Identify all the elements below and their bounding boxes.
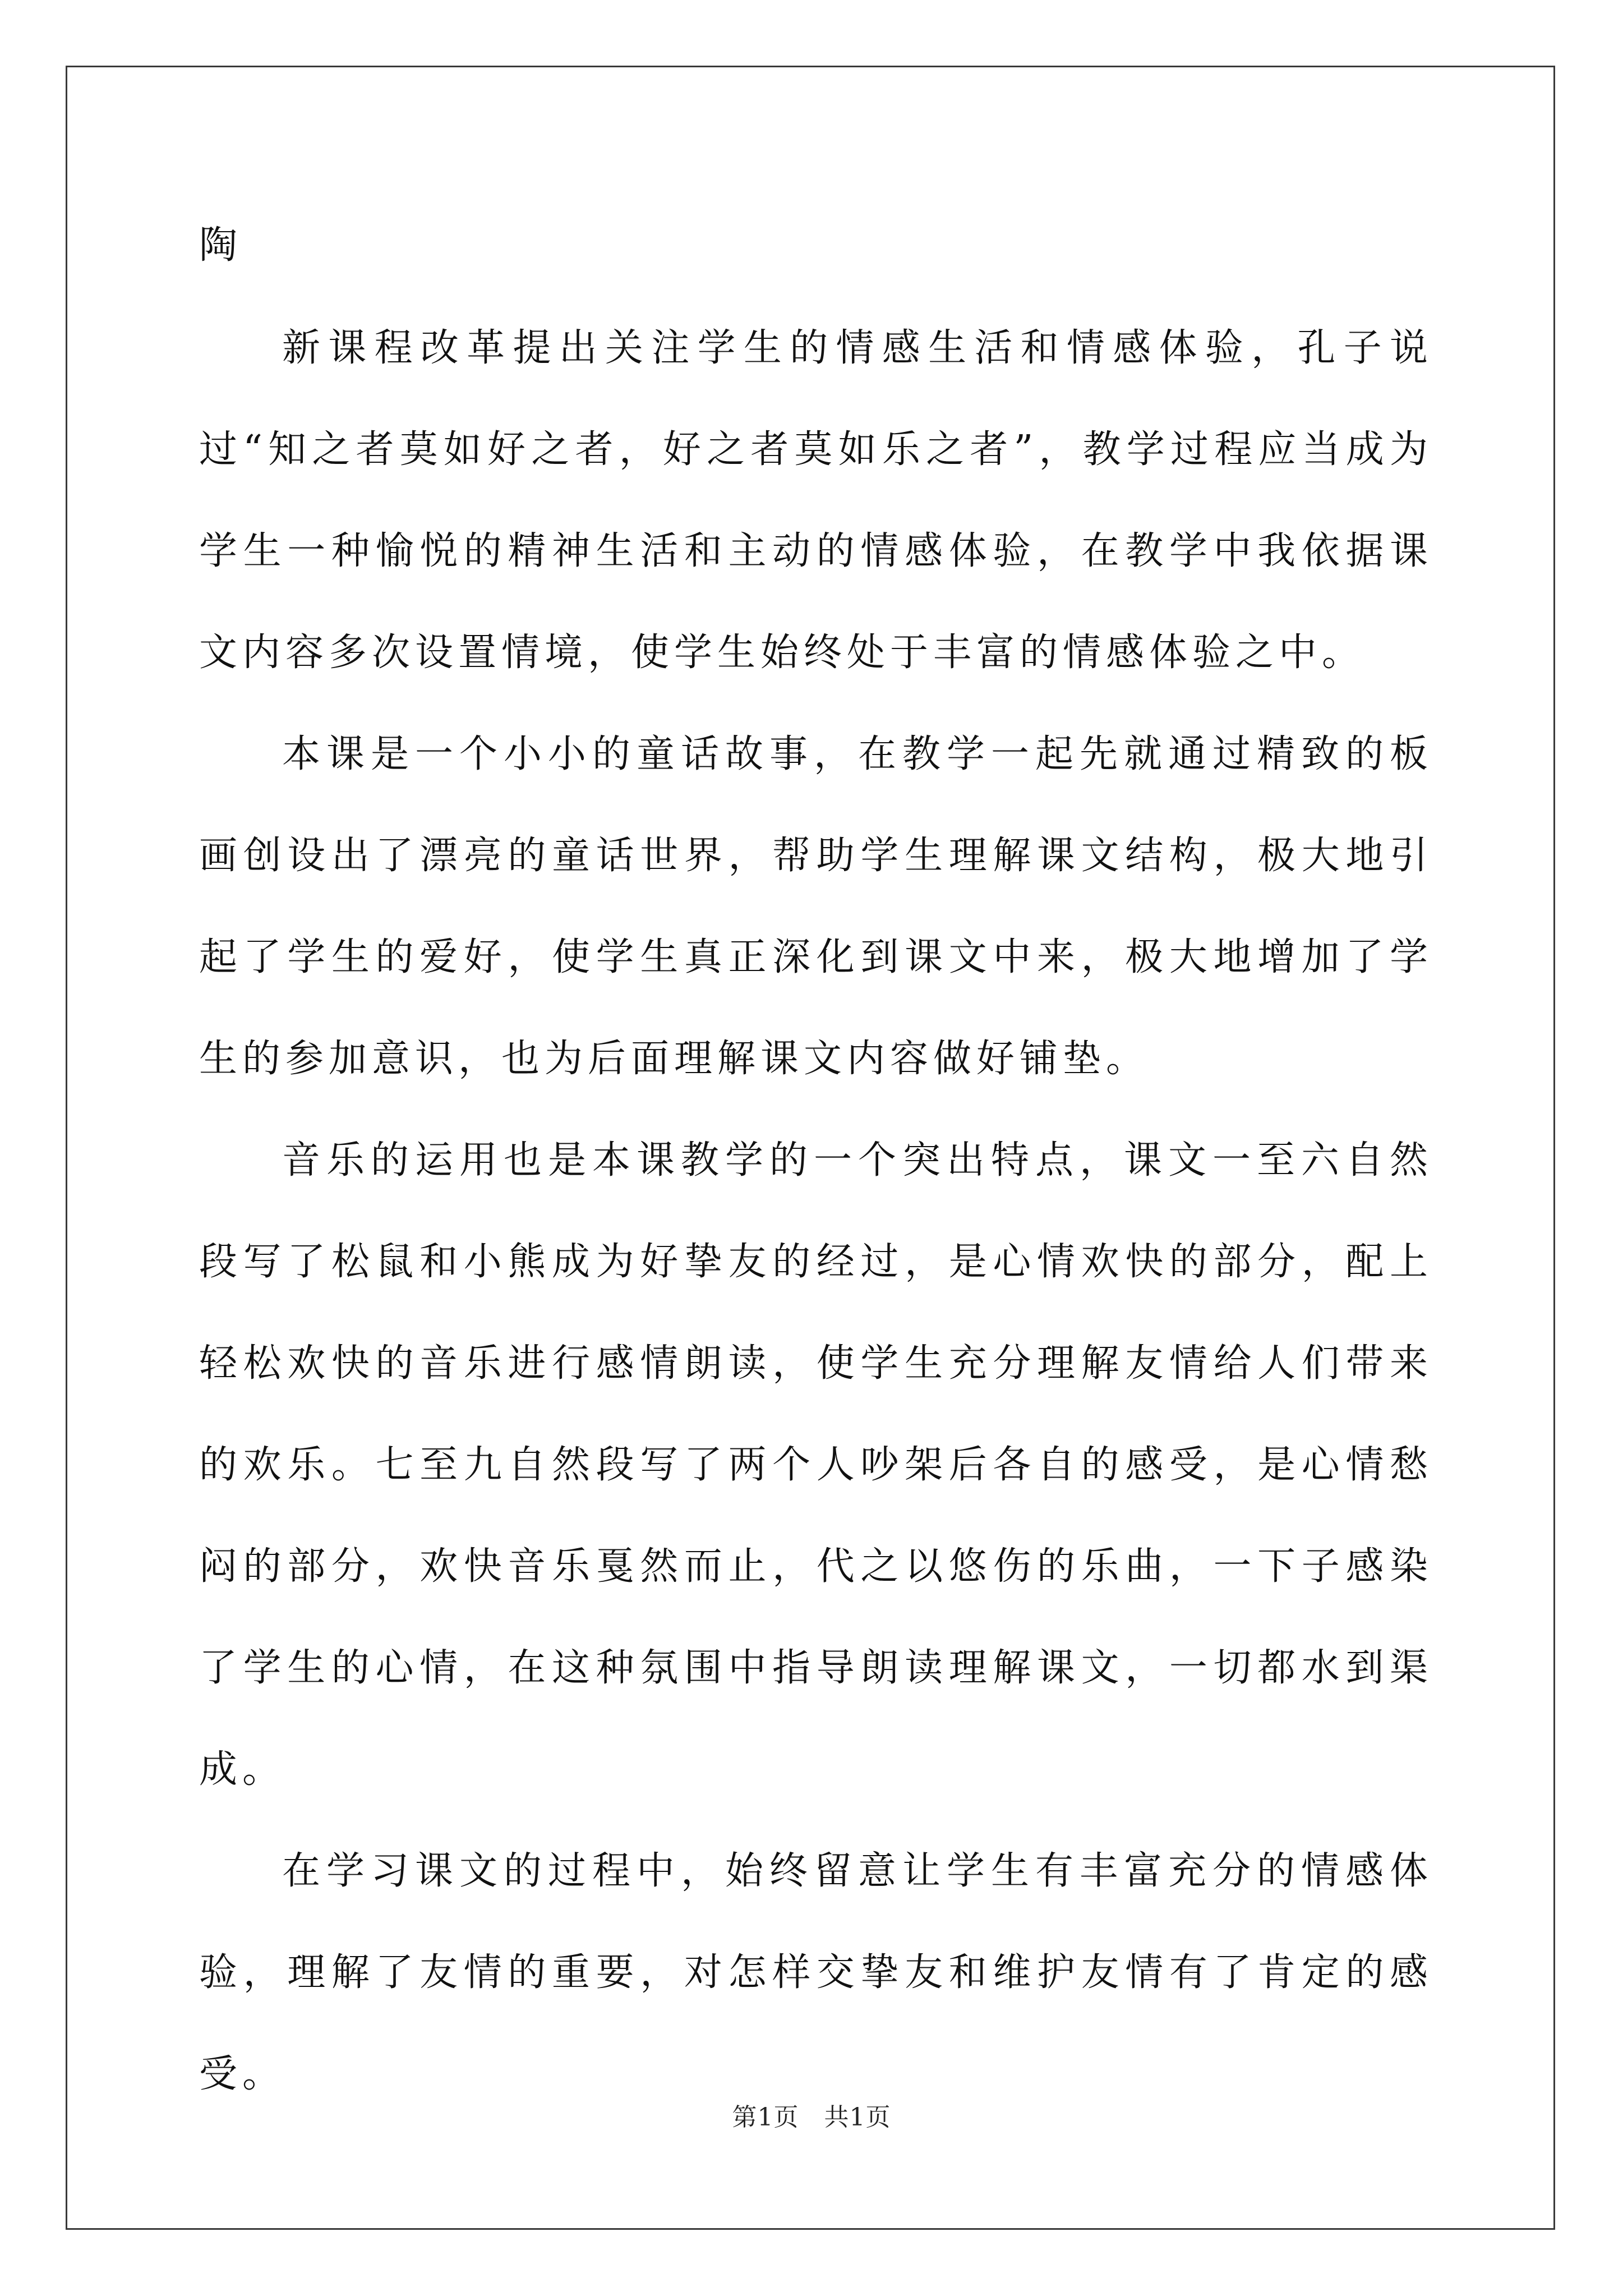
paragraph-1: 新课程改革提出关注学生的情感生活和情感体验，孔子说过“知之者莫如好之者，好之者莫如乐之者”，教学过程应当成为学生一种愉悦的精神生活和主动的情感体验，在教学中我依据课文内容多次设置情境，使学生始终处于丰富的情感体验之中。 (199, 326, 1433, 675)
paragraph-2: 本课是一个小小的童话故事，在教学一起先就通过精致的板画创设出了漂亮的童话世界，帮助学生理解课文结构，极大地引起了学生的爱好，使学生真正深化到课文中来，极大地增加了学生的参加意识，也为后面理解课文内容做好铺垫。 (199, 732, 1433, 1081)
page-total: 共1页 (824, 2103, 891, 2132)
paragraph-4: 在学习课文的过程中，始终留意让学生有丰富充分的情感体验，理解了友情的重要，对怎样交挚友和维护友情有了肯定的感受。 (199, 1849, 1433, 2096)
paragraph-3: 音乐的运用也是本课教学的一个突出特点，课文一至六自然段写了松鼠和小熊成为好挚友的经过，是心情欢快的部分，配上轻松欢快的音乐进行感情朗读，使学生充分理解友情给人们带来的欢乐。七至九自然段写了两个人吵架后各自的感受，是心情愁闷的部分，欢快音乐戛然而止，代之以悠伤的乐曲，一下子感染了学生的心情，在这种氛围中指导朗读理解课文，一切都水到渠成。 (199, 1138, 1433, 1792)
page-footer (0, 2101, 1623, 2134)
heading-fragment: 陶 (199, 223, 239, 268)
page-number: 第1页 (732, 2103, 799, 2132)
document-body (199, 208, 1433, 2125)
